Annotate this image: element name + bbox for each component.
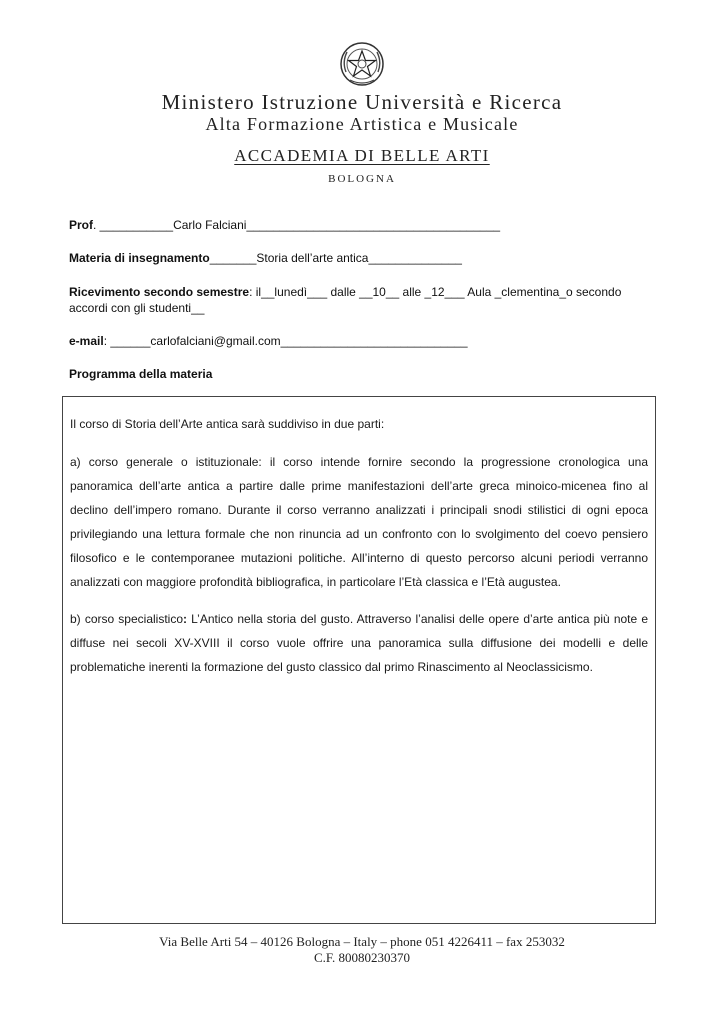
program-part-b-colon: :	[183, 612, 188, 626]
footer-fiscal-code: C.F. 80080230370	[313, 950, 411, 965]
professor-value: . ___________Carlo Falciani______________________________________	[93, 218, 501, 232]
program-part-b-text: L’Antico nella storia del gusto. Attraverso l’analisi delle opere d’arte antica più note e diffuse nei secoli XV-XVIII il corso vuole offrire una panoramica sulla diffusione dei modelli e delle problematiche inerenti la formazione del gusto classico dal primo Rinascimento al Neoclassicismo.	[70, 612, 649, 674]
email-label: e-mail	[69, 334, 104, 348]
ministry-title: Ministero Istruzione Università e Ricerca	[161, 90, 563, 114]
accademia-title: ACCADEMIA DI BELLE ARTI	[234, 146, 490, 165]
office-hours-value-continued: accordi con gli studenti__	[69, 301, 205, 315]
footer-address: Via Belle Arti 54 – 40126 Bologna – Italy – phone 051 4226411 – fax 253032	[159, 934, 565, 949]
subject-value: _______Storia dell’arte antica______________	[209, 251, 462, 265]
program-part-b	[70, 607, 648, 679]
program-part-b-label: b) corso specialistico	[70, 612, 184, 626]
office-hours-field	[69, 284, 621, 300]
program-heading	[69, 366, 212, 382]
program-box	[62, 396, 656, 924]
afam-subtitle: Alta Formazione Artistica e Musicale	[205, 114, 519, 134]
italian-republic-emblem-icon	[338, 40, 386, 88]
email-field	[69, 333, 468, 349]
program-part-a: a) corso generale o istituzionale: il corso intende fornire secondo la progressione cronologica una panoramica dell’arte antica a partire dalle prime manifestazioni dell’arte greca minoico-micenea fino al declino dell’impero romano. Durante il corso verranno analizzati i principali snodi stilistici di ogni epoca privilegiando una lettura formale che non rinuncia ad un confronto con lo svolgimento del coevo pensiero filosofico e le contemporanee mutazioni politiche. All’interno di questo percorso alcuni periodi verranno analizzati con maggiore profondità bibliografica, in particolare l’Età classica e l’Età augustea.	[70, 455, 648, 589]
professor-field	[69, 217, 500, 233]
program-intro: Il corso di Storia dell’Arte antica sarà suddiviso in due parti:	[70, 417, 385, 431]
office-hours-value: : il__lunedì___ dalle __10__ alle _12___ Aula _clementina_o secondo	[249, 285, 622, 299]
office-hours-label: Ricevimento secondo semestre	[69, 285, 250, 299]
professor-label: Prof	[69, 218, 93, 232]
subject-field	[69, 250, 462, 266]
city-name: BOLOGNA	[328, 173, 396, 185]
subject-label: Materia di insegnamento	[69, 251, 210, 265]
email-value: : ______carlofalciani@gmail.com____________________________	[103, 334, 468, 348]
program-heading-label: Programma della materia	[69, 367, 213, 381]
